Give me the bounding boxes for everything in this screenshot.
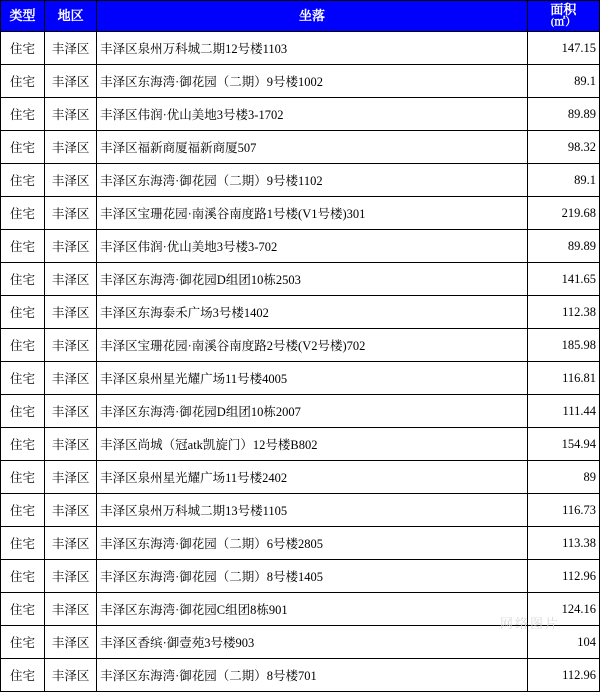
cell-region: 丰泽区	[45, 98, 97, 131]
cell-location: 丰泽区东海泰禾广场3号楼1402	[97, 296, 528, 329]
cell-type: 住宅	[1, 197, 45, 230]
cell-area: 141.65	[527, 263, 599, 296]
cell-type: 住宅	[1, 32, 45, 65]
cell-area: 89.89	[527, 98, 599, 131]
cell-region: 丰泽区	[45, 164, 97, 197]
cell-area: 89.1	[527, 164, 599, 197]
cell-area: 112.96	[527, 659, 599, 692]
cell-location: 丰泽区东海湾·御花园（二期）8号楼1405	[97, 560, 528, 593]
cell-region: 丰泽区	[45, 296, 97, 329]
cell-location: 丰泽区东海湾·御花园D组团10栋2007	[97, 395, 528, 428]
cell-area: 147.15	[527, 32, 599, 65]
cell-type: 住宅	[1, 626, 45, 659]
cell-area: 112.96	[527, 560, 599, 593]
table-row[interactable]	[1, 527, 600, 560]
cell-type: 住宅	[1, 296, 45, 329]
cell-location: 丰泽区尚城（冠atk凯旋门）12号楼B802	[97, 428, 528, 461]
cell-area: 116.81	[527, 362, 599, 395]
cell-type: 住宅	[1, 461, 45, 494]
cell-type: 住宅	[1, 560, 45, 593]
header-cell-area	[527, 1, 599, 32]
table-row[interactable]	[1, 131, 600, 164]
table-row[interactable]	[1, 98, 600, 131]
cell-type: 住宅	[1, 263, 45, 296]
cell-location: 丰泽区泉州万科城二期13号楼1105	[97, 494, 528, 527]
cell-region: 丰泽区	[45, 362, 97, 395]
table-row[interactable]	[1, 395, 600, 428]
cell-area: 89.89	[527, 230, 599, 263]
cell-type: 住宅	[1, 131, 45, 164]
cell-location: 丰泽区宝珊花园·南溪谷南度路1号楼(V1号楼)301	[97, 197, 528, 230]
cell-region: 丰泽区	[45, 494, 97, 527]
cell-area: 124.16	[527, 593, 599, 626]
cell-type: 住宅	[1, 65, 45, 98]
cell-type: 住宅	[1, 527, 45, 560]
cell-area: 113.38	[527, 527, 599, 560]
table-row[interactable]	[1, 32, 600, 65]
cell-type: 住宅	[1, 164, 45, 197]
cell-area: 219.68	[527, 197, 599, 230]
table-row[interactable]	[1, 560, 600, 593]
cell-type: 住宅	[1, 98, 45, 131]
cell-area: 116.73	[527, 494, 599, 527]
cell-type: 住宅	[1, 230, 45, 263]
header-area-unit: (㎡）	[550, 16, 577, 29]
cell-location: 丰泽区伟润·优山美地3号楼3-1702	[97, 98, 528, 131]
cell-location: 丰泽区福新商厦福新商厦507	[97, 131, 528, 164]
cell-location: 丰泽区东海湾·御花园（二期）6号楼2805	[97, 527, 528, 560]
table-row[interactable]	[1, 626, 600, 659]
cell-location: 丰泽区泉州星光耀广场11号楼2402	[97, 461, 528, 494]
table-row[interactable]	[1, 428, 600, 461]
header-cell-location: 坐落	[97, 1, 528, 32]
cell-location: 丰泽区泉州星光耀广场11号楼4005	[97, 362, 528, 395]
cell-area: 98.32	[527, 131, 599, 164]
table-row[interactable]	[1, 230, 600, 263]
table-row[interactable]	[1, 659, 600, 692]
cell-type: 住宅	[1, 395, 45, 428]
cell-region: 丰泽区	[45, 461, 97, 494]
cell-region: 丰泽区	[45, 329, 97, 362]
cell-region: 丰泽区	[45, 593, 97, 626]
cell-type: 住宅	[1, 428, 45, 461]
cell-location: 丰泽区东海湾·御花园C组团8栋901	[97, 593, 528, 626]
cell-region: 丰泽区	[45, 659, 97, 692]
table-body	[1, 32, 600, 692]
cell-location: 丰泽区东海湾·御花园（二期）9号楼1102	[97, 164, 528, 197]
cell-region: 丰泽区	[45, 230, 97, 263]
cell-region: 丰泽区	[45, 395, 97, 428]
cell-location: 丰泽区香缤·御壹苑3号楼903	[97, 626, 528, 659]
cell-type: 住宅	[1, 593, 45, 626]
cell-type: 住宅	[1, 494, 45, 527]
cell-region: 丰泽区	[45, 32, 97, 65]
cell-area: 185.98	[527, 329, 599, 362]
header-cell-region: 地区	[45, 1, 97, 32]
cell-location: 丰泽区东海湾·御花园（二期）8号楼701	[97, 659, 528, 692]
header-cell-type: 类型	[1, 1, 45, 32]
cell-location: 丰泽区伟润·优山美地3号楼3-702	[97, 230, 528, 263]
cell-region: 丰泽区	[45, 428, 97, 461]
cell-region: 丰泽区	[45, 560, 97, 593]
cell-area: 111.44	[527, 395, 599, 428]
cell-type: 住宅	[1, 659, 45, 692]
table-header	[1, 1, 600, 32]
watermark-text: 网络图片	[499, 616, 560, 631]
cell-region: 丰泽区	[45, 626, 97, 659]
table-row[interactable]	[1, 329, 600, 362]
cell-type: 住宅	[1, 329, 45, 362]
cell-location: 丰泽区宝珊花园·南溪谷南度路2号楼(V2号楼)702	[97, 329, 528, 362]
cell-location: 丰泽区东海湾·御花园D组团10栋2503	[97, 263, 528, 296]
cell-region: 丰泽区	[45, 527, 97, 560]
table-row[interactable]	[1, 263, 600, 296]
header-area-main: 面积	[550, 2, 577, 18]
cell-region: 丰泽区	[45, 131, 97, 164]
table-row[interactable]	[1, 197, 600, 230]
table-row[interactable]	[1, 296, 600, 329]
cell-type: 住宅	[1, 362, 45, 395]
cell-region: 丰泽区	[45, 197, 97, 230]
cell-area: 104	[527, 626, 599, 659]
cell-area: 89	[527, 461, 599, 494]
table-row[interactable]	[1, 494, 600, 527]
cell-location: 丰泽区东海湾·御花园（二期）9号楼1002	[97, 65, 528, 98]
cell-area: 112.38	[527, 296, 599, 329]
cell-area: 89.1	[527, 65, 599, 98]
cell-area: 154.94	[527, 428, 599, 461]
table-row[interactable]	[1, 461, 600, 494]
table-row[interactable]	[1, 593, 600, 626]
table-row[interactable]	[1, 362, 600, 395]
table-row[interactable]	[1, 65, 600, 98]
table-row[interactable]	[1, 164, 600, 197]
cell-region: 丰泽区	[45, 65, 97, 98]
cell-location: 丰泽区泉州万科城二期12号楼1103	[97, 32, 528, 65]
cell-region: 丰泽区	[45, 263, 97, 296]
header-row	[1, 1, 600, 32]
